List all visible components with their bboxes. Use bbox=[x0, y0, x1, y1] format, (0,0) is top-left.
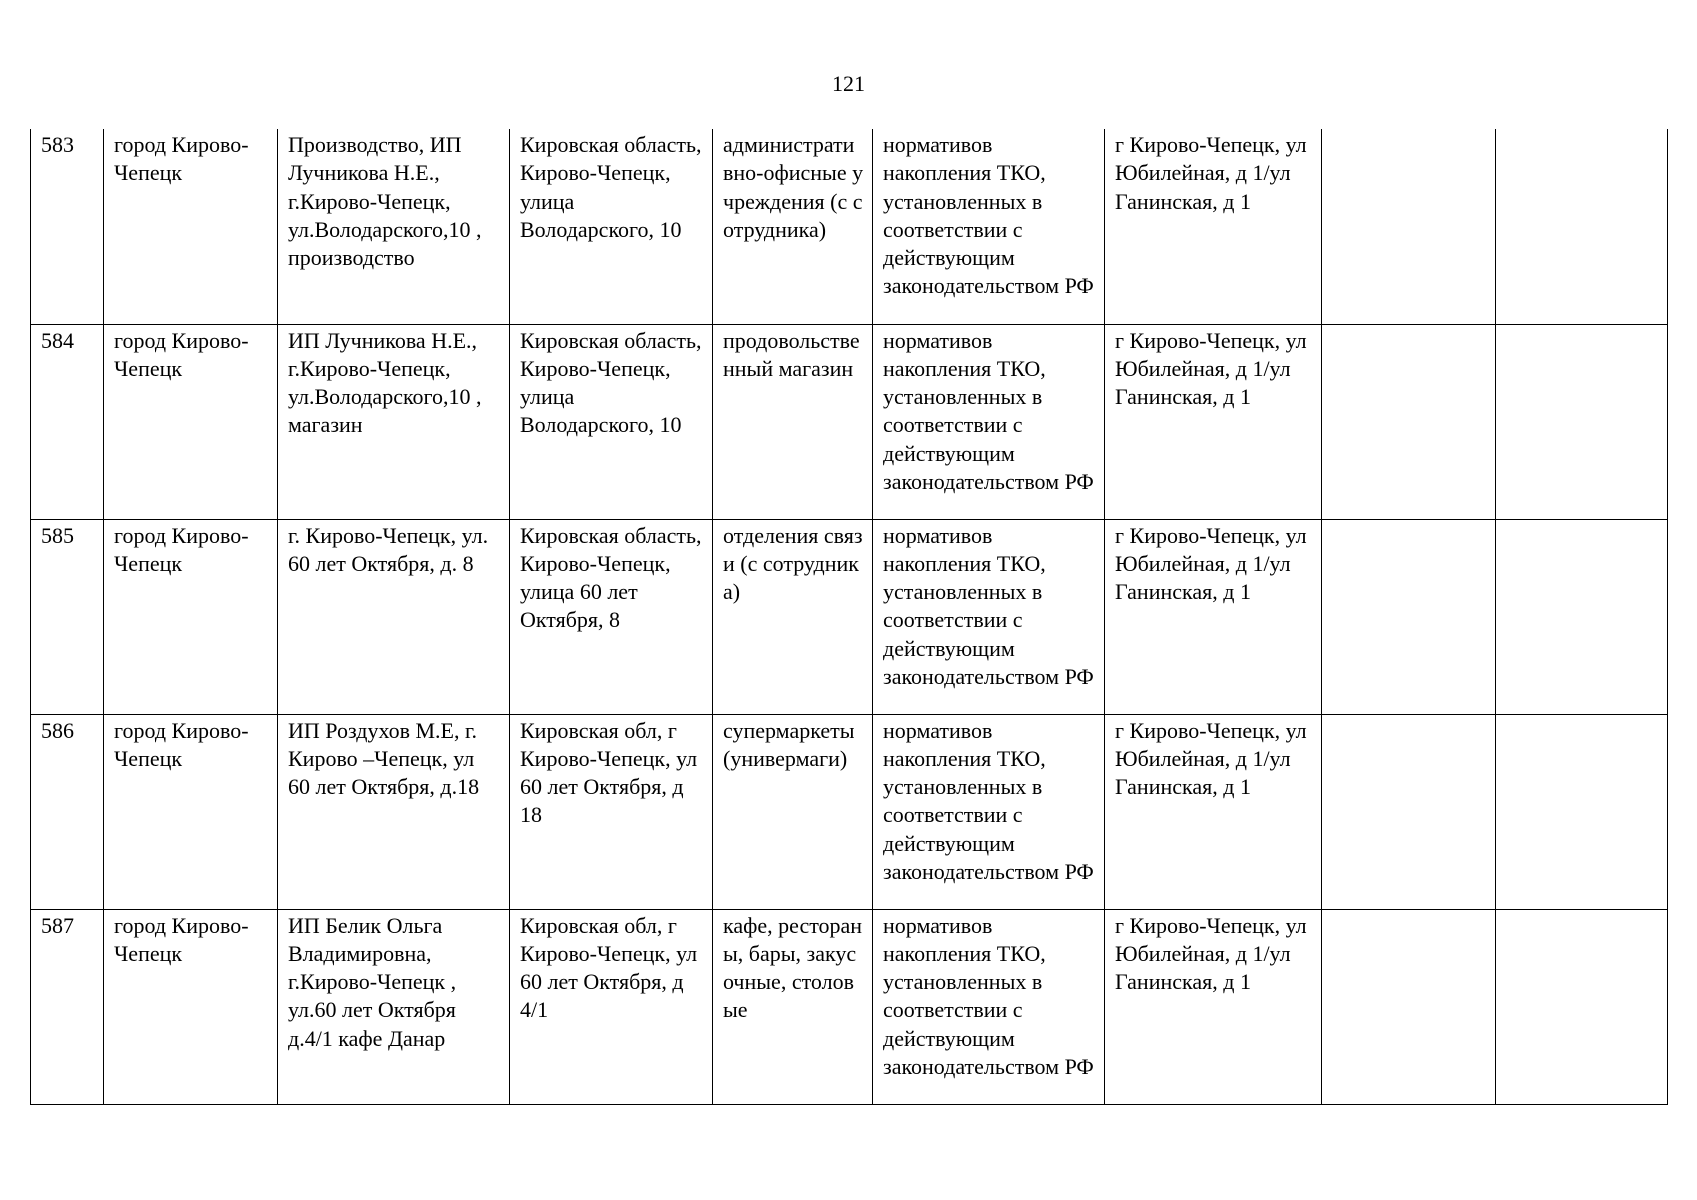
norm-cell: нормативов накопления ТКО, установленных в соответствии с действующим законодательством РФ bbox=[873, 714, 1105, 909]
empty-cell bbox=[1322, 909, 1496, 1104]
empty-cell bbox=[1496, 714, 1668, 909]
address-cell: Кировская область, Кирово-Чепецк, улица Володарского, 10 bbox=[510, 324, 713, 519]
empty-cell bbox=[1496, 909, 1668, 1104]
norm-cell: нормативов накопления ТКО, установленных в соответствии с действующим законодательством РФ bbox=[873, 324, 1105, 519]
site-address-cell: г Кирово-Чепецк, ул Юбилейная, д 1/ул Ганинская, д 1 bbox=[1105, 714, 1322, 909]
site-address-cell: г Кирово-Чепецк, ул Юбилейная, д 1/ул Ганинская, д 1 bbox=[1105, 324, 1322, 519]
empty-cell bbox=[1322, 324, 1496, 519]
organization-cell: г. Кирово-Чепецк, ул. 60 лет Октября, д. 8 bbox=[278, 519, 510, 714]
settlement-cell: город Кирово-Чепецк bbox=[104, 909, 278, 1104]
norm-cell: нормативов накопления ТКО, установленных в соответствии с действующим законодательством РФ bbox=[873, 519, 1105, 714]
empty-cell bbox=[1496, 324, 1668, 519]
table-row bbox=[31, 714, 1668, 909]
row-number-cell: 587 bbox=[31, 909, 104, 1104]
category-cell: супермаркеты (универмаги) bbox=[713, 714, 873, 909]
category-cell: отделения связи (с сотрудника) bbox=[713, 519, 873, 714]
organization-cell: ИП Роздухов М.Е, г. Кирово –Чепецк, ул 60 лет Октября, д.18 bbox=[278, 714, 510, 909]
site-address-cell: г Кирово-Чепецк, ул Юбилейная, д 1/ул Ганинская, д 1 bbox=[1105, 129, 1322, 324]
table-row bbox=[31, 519, 1668, 714]
norm-cell: нормативов накопления ТКО, установленных в соответствии с действующим законодательством РФ bbox=[873, 129, 1105, 324]
row-number-cell: 583 bbox=[31, 129, 104, 324]
address-cell: Кировская область, Кирово-Чепецк, улица Володарского, 10 bbox=[510, 129, 713, 324]
settlement-cell: город Кирово-Чепецк bbox=[104, 519, 278, 714]
row-number-cell: 584 bbox=[31, 324, 104, 519]
organization-cell: Производство, ИП Лучникова Н.Е., г.Кирово-Чепецк, ул.Володарского,10 , производство bbox=[278, 129, 510, 324]
site-address-cell: г Кирово-Чепецк, ул Юбилейная, д 1/ул Ганинская, д 1 bbox=[1105, 909, 1322, 1104]
address-cell: Кировская обл, г Кирово-Чепецк, ул 60 лет Октября, д 4/1 bbox=[510, 909, 713, 1104]
empty-cell bbox=[1322, 129, 1496, 324]
table-row bbox=[31, 324, 1668, 519]
row-number-cell: 585 bbox=[31, 519, 104, 714]
empty-cell bbox=[1496, 129, 1668, 324]
category-cell: продовольственный магазин bbox=[713, 324, 873, 519]
empty-cell bbox=[1322, 519, 1496, 714]
norm-cell: нормативов накопления ТКО, установленных в соответствии с действующим законодательством РФ bbox=[873, 909, 1105, 1104]
table-row bbox=[31, 909, 1668, 1104]
category-cell: административно-офисные учреждения (с сотрудника) bbox=[713, 129, 873, 324]
table-row bbox=[31, 129, 1668, 324]
address-cell: Кировская область, Кирово-Чепецк, улица 60 лет Октября, 8 bbox=[510, 519, 713, 714]
address-cell: Кировская обл, г Кирово-Чепецк, ул 60 лет Октября, д 18 bbox=[510, 714, 713, 909]
waste-sites-table bbox=[30, 129, 1668, 1105]
site-address-cell: г Кирово-Чепецк, ул Юбилейная, д 1/ул Ганинская, д 1 bbox=[1105, 519, 1322, 714]
category-cell: кафе, рестораны, бары, закусочные, столовые bbox=[713, 909, 873, 1104]
organization-cell: ИП Лучникова Н.Е., г.Кирово-Чепецк, ул.Володарского,10 , магазин bbox=[278, 324, 510, 519]
settlement-cell: город Кирово-Чепецк bbox=[104, 129, 278, 324]
page-number: 121 bbox=[832, 71, 865, 96]
table-body bbox=[31, 129, 1668, 1104]
organization-cell: ИП Белик Ольга Владимировна, г.Кирово-Чепецк , ул.60 лет Октября д.4/1 кафе Данар bbox=[278, 909, 510, 1104]
row-number-cell: 586 bbox=[31, 714, 104, 909]
settlement-cell: город Кирово-Чепецк bbox=[104, 714, 278, 909]
empty-cell bbox=[1322, 714, 1496, 909]
empty-cell bbox=[1496, 519, 1668, 714]
settlement-cell: город Кирово-Чепецк bbox=[104, 324, 278, 519]
